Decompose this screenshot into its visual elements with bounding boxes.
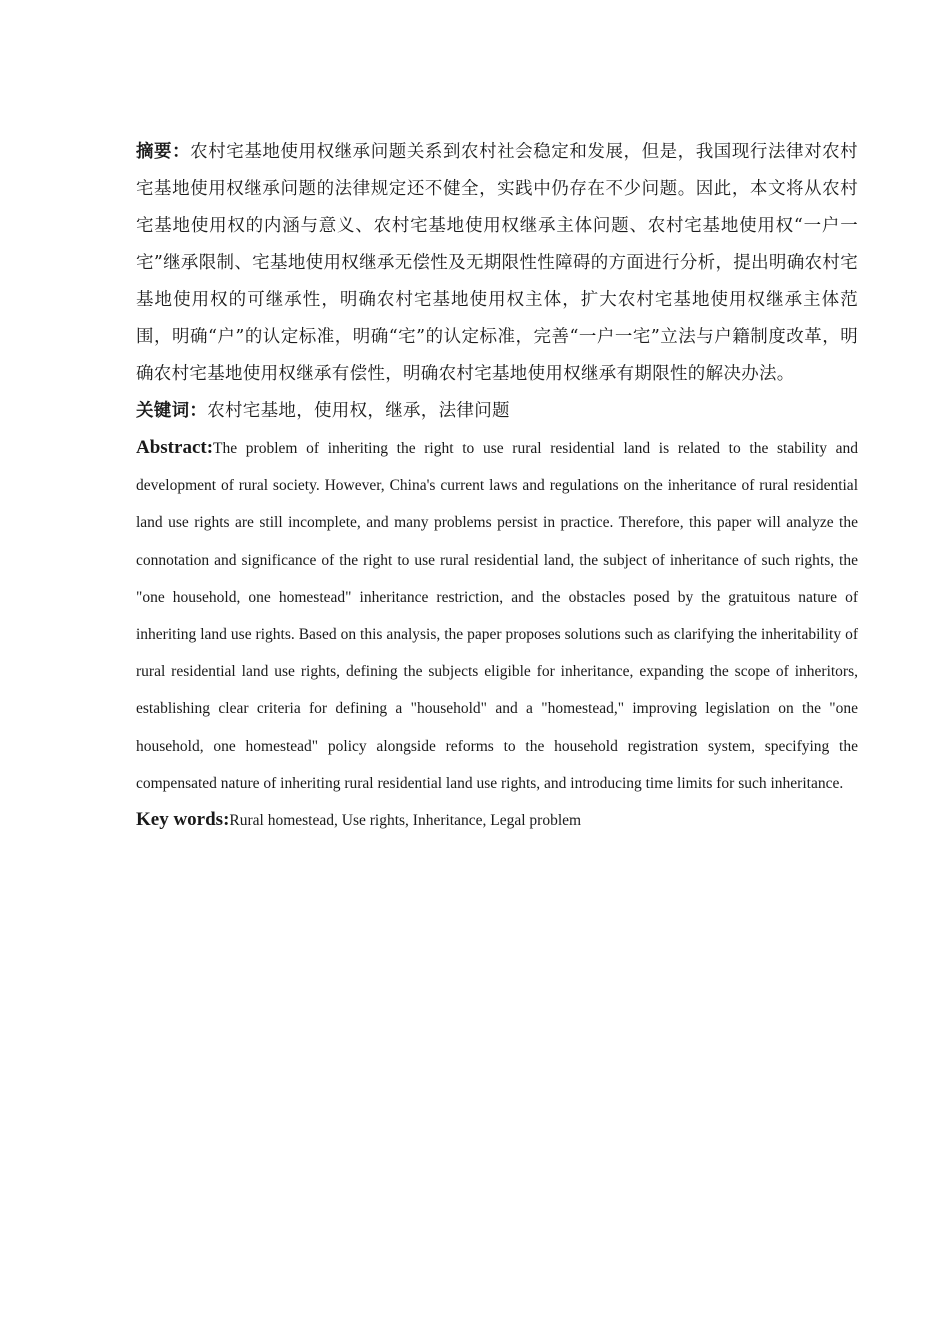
chinese-keywords-label: 关键词： <box>136 401 208 421</box>
english-abstract <box>136 429 858 802</box>
english-keywords-label: Key words: <box>136 809 230 831</box>
english-abstract-label: Abstract: <box>136 437 214 458</box>
chinese-keywords <box>136 393 858 429</box>
english-abstract-text: The problem of inheriting the right to use rural residential land is related to the stability and development of rural society. However, China's current laws and regulations on the inheritance of rural residential land use rights are still incomplete, and many problems persist in practice. Therefore, this paper will analyze the connotation and significance of the right to use rural residential land, the subject of inheritance of such rights, the "one household, one homestead" inheritance restriction, and the obstacles posed by the gratuitous nature of inheriting land use rights. Based on this analysis, the paper proposes solutions such as clarifying the inheritability of rural residential land use rights, defining the subjects eligible for inheritance, expanding the scope of inheritors, establishing clear criteria for defining a "household" and a "homestead," improving legislation on the "one household, one homestead" policy alongside reforms to the household registration system, specifying the compensated nature of inheriting rural residential land use rights, and introducing time limits for such inheritance. <box>136 440 858 792</box>
chinese-keywords-text: 农村宅基地，使用权，继承，法律问题 <box>207 401 510 421</box>
chinese-abstract-label: 摘要： <box>136 142 191 162</box>
chinese-abstract-text: 农村宅基地使用权继承问题关系到农村社会稳定和发展，但是，我国现行法律对农村宅基地使用权继承问题的法律规定还不健全，实践中仍存在不少问题。因此，本文将从农村宅基地使用权的内涵与意义、农村宅基地使用权继承主体问题、农村宅基地使用权“一户一宅”继承限制、宅基地使用权继承无偿性及无期限性性障碍的方面进行分析，提出明确农村宅基地使用权的可继承性，明确农村宅基地使用权主体，扩大农村宅基地使用权继承主体范围，明确“户”的认定标准，明确“宅”的认定标准，完善“一户一宅”立法与户籍制度改革，明确农村宅基地使用权继承有偿性，明确农村宅基地使用权继承有期限性的解决办法。 <box>136 142 858 384</box>
chinese-abstract <box>136 134 858 393</box>
english-keywords <box>136 802 858 839</box>
abstract-section <box>136 134 858 839</box>
english-keywords-text: Rural homestead, Use rights, Inheritance, Legal problem <box>229 812 582 830</box>
